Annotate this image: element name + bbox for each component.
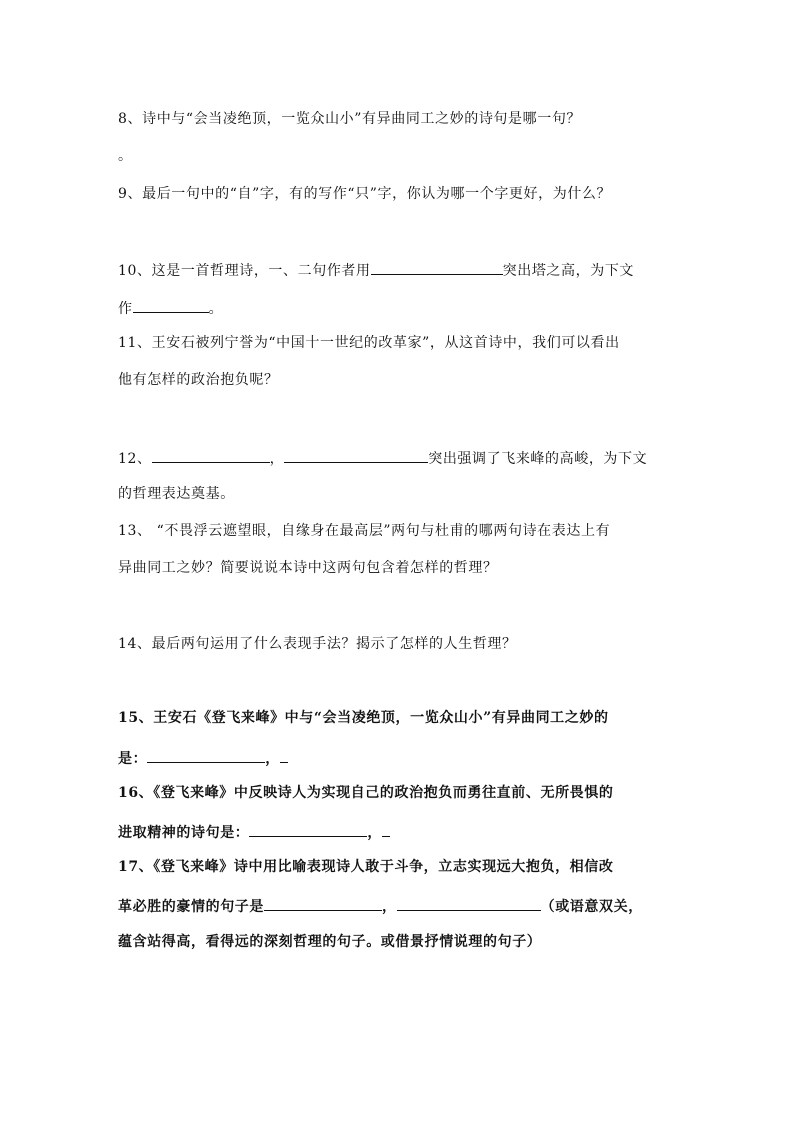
question-10-text-2: 突出塔之高，为下文 (502, 263, 635, 279)
question-15-blank-2[interactable] (280, 746, 288, 763)
question-16-blank-2[interactable] (382, 820, 390, 837)
question-11-text-2: 他有怎样的政治抱负呢？ (118, 372, 279, 388)
question-8-text: 8、诗中与“会当凌绝顶，一览众山小”有异曲同工之妙的诗句是哪一句？ (118, 111, 582, 127)
question-10-text-4: 。 (208, 301, 224, 317)
question-14 (118, 634, 517, 654)
question-11-text-1: 11、王安石被列宁誉为“中国十一世纪的改革家”，从这首诗中，我们可以看出 (118, 335, 620, 351)
question-12-text-1: 12、 (118, 451, 152, 467)
question-14-text: 14、最后两句运用了什么表现手法？揭示了怎样的人生哲理？ (118, 636, 517, 652)
question-17-blank-1[interactable] (264, 894, 382, 911)
question-17-line-2 (118, 894, 643, 917)
question-12-comma: ， (269, 451, 285, 467)
question-16-text-1: 16、《登飞来峰》中反映诗人为实现自己的政治抱负而勇往直前、无所畏惧的 (118, 785, 614, 801)
question-16-line-2 (118, 820, 390, 843)
question-17-line-3 (118, 932, 541, 952)
question-15-text-1: 15、王安石《登飞来峰》中与“会当凌绝顶，一览众山小”有异曲同工之妙的 (118, 710, 609, 726)
question-13-line-2 (118, 558, 498, 578)
question-17-text-4: 蕴含站得高，看得远的深刻哲理的句子。或借景抒情说理的句子） (118, 934, 542, 950)
question-9-text: 9、最后一句中的“自”字，有的写作“只”字，你认为哪一个字更好，为什么？ (118, 186, 612, 202)
question-10-blank-2[interactable] (133, 296, 209, 313)
question-13-text-2: 异曲同工之妙？简要说说本诗中这两句包含着怎样的哲理？ (118, 560, 498, 576)
question-12-line-1 (118, 446, 647, 469)
question-15-line-1 (118, 708, 609, 728)
question-8 (118, 109, 581, 129)
question-11-line-2 (118, 370, 279, 390)
question-17-text-3: （或语意双关， (540, 899, 643, 915)
question-16-text-2: 进取精神的诗句是： (118, 825, 250, 841)
question-9 (118, 184, 611, 204)
question-12-blank-2[interactable] (284, 446, 428, 463)
question-17-text-2: 革必胜的豪情的句子是 (118, 899, 264, 915)
question-13-line-1 (118, 521, 610, 541)
question-8-answer-end: 。 (118, 148, 133, 164)
question-16-comma: ， (367, 825, 383, 841)
question-8-answer (118, 146, 133, 166)
question-15-text-2: 是： (118, 751, 148, 767)
question-10-blank-1[interactable] (371, 258, 503, 275)
question-16-line-1 (118, 783, 613, 803)
question-15-comma: ， (265, 751, 280, 767)
question-15-blank-1[interactable] (147, 746, 265, 763)
question-10-text-3: 作 (118, 301, 133, 317)
question-17-line-1 (118, 857, 613, 877)
question-13-text-1: 13、 “不畏浮云遮望眼，自缘身在最高层”两句与杜甫的哪两句诗在表达上有 (118, 523, 611, 539)
question-12-text-3: 的哲理表达奠基。 (118, 486, 235, 502)
question-16-blank-1[interactable] (249, 820, 367, 837)
question-11-line-1 (118, 333, 620, 353)
question-17-text-1: 17、《登飞来峰》诗中用比喻表现诗人敢于斗争，立志实现远大抱负，相信改 (118, 859, 614, 875)
question-12-blank-1[interactable] (152, 446, 270, 463)
question-10-line-2 (118, 296, 223, 319)
question-17-blank-2[interactable] (397, 894, 541, 911)
question-12-text-2: 突出强调了飞来峰的高峻，为下文 (428, 451, 648, 467)
question-15-line-2 (118, 746, 288, 769)
question-17-comma: ， (382, 899, 397, 915)
question-10-text-1: 10、这是一首哲理诗，一、二句作者用 (118, 263, 371, 279)
question-12-line-2 (118, 484, 235, 504)
question-10-line-1 (118, 258, 634, 281)
